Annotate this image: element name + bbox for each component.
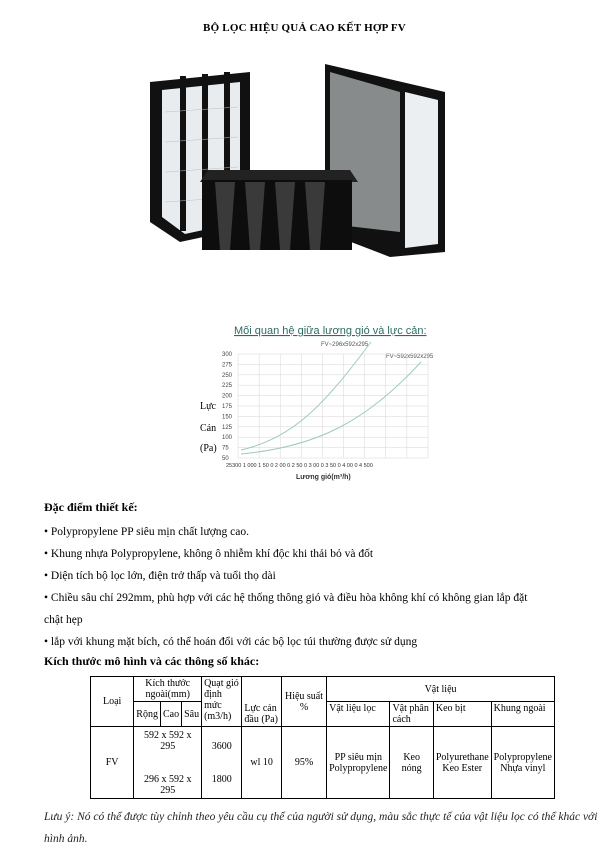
- cell-sizes: [134, 727, 202, 799]
- cell-filter-media: PP siêu mịn Polypropylene: [327, 727, 390, 799]
- col-separator: Vật phân cách: [390, 702, 433, 727]
- col-height: Cao: [160, 702, 181, 727]
- col-width: Rộng: [134, 702, 161, 727]
- y-axis-label-3: (Pa): [200, 443, 217, 454]
- feature-item: • Khung nhựa Polypropylene, không ô nhiễm khí độc khi thải bỏ và đốt: [44, 548, 374, 560]
- y-tick-label: 300: [222, 352, 233, 358]
- x-axis-label: Lương gió(m³/h): [296, 474, 351, 481]
- col-resistance: Lực cản đầu (Pa): [242, 677, 281, 727]
- row-type: FV: [91, 727, 134, 799]
- spec-table: [90, 676, 555, 799]
- col-material: Vật liệu: [327, 677, 555, 702]
- col-airflow: Quạt gió định mức (m3/h): [202, 677, 242, 727]
- feature-item: • Chiều sâu chỉ 292mm, phù hợp với các hệ thống thông gió và điều hòa không khí có không gian lắp đặt: [44, 592, 528, 604]
- note-text: Lưu ý: Nó có thể được tùy chỉnh theo yêu cầu cụ thể của người sử dụng, màu sắc thực tế của vật liệu lọc có thể khác với hình ảnh.: [44, 811, 598, 845]
- cell-sealant: Polyurethane Keo Ester: [433, 727, 491, 799]
- page-title: BỘ LỌC HIỆU QUẢ CAO KẾT HỢP FV: [203, 22, 406, 34]
- y-tick-label: 275: [222, 362, 233, 369]
- spec-heading: Kích thước mô hình và các thông số khác:: [44, 654, 260, 668]
- cell-efficiency: 95%: [281, 727, 326, 799]
- y-tick-label: 75: [222, 445, 229, 452]
- series-label-2: FV~592x592x295: [386, 354, 434, 360]
- col-efficiency: Hiệu suất %: [281, 677, 326, 727]
- col-type: Loại: [91, 677, 134, 727]
- airflow-2: 1800: [211, 773, 232, 785]
- feature-item: • Polypropylene PP siêu mịn chất lượng cao.: [44, 526, 250, 538]
- size-1: 592 x 592 x 295: [143, 729, 192, 752]
- y-tick-label: 100: [222, 435, 233, 442]
- y-tick-label: 125: [222, 424, 233, 431]
- y-tick-label: 50: [222, 456, 229, 462]
- col-filter-media: Vật liệu lọc: [327, 702, 390, 727]
- features-heading: Đặc điểm thiết kế:: [44, 500, 138, 514]
- cell-frame: Polypropylene Nhựa vinyl: [491, 727, 554, 799]
- y-tick-label: 200: [222, 393, 233, 400]
- features-list: [44, 521, 604, 653]
- filter-product-image: [140, 52, 460, 262]
- y-tick-label: 150: [222, 414, 233, 421]
- airflow-1: 3600: [211, 740, 232, 752]
- series-label-1: FV~296x592x295: [321, 342, 369, 348]
- col-depth: Sâu: [182, 702, 202, 727]
- col-frame: Khung ngoài: [491, 702, 554, 727]
- col-sealant: Keo bịt: [433, 702, 491, 727]
- feature-item: • Diện tích bộ lọc lớn, điện trở thấp và tuổi thọ dài: [44, 570, 276, 582]
- feature-item: chật hẹp: [44, 614, 83, 626]
- y-tick-label: 250: [222, 372, 233, 379]
- y-axis-label-1: Lực: [200, 401, 216, 412]
- col-dims: Kích thước ngoài(mm): [134, 677, 202, 702]
- y-tick-label: 175: [222, 404, 233, 410]
- size-2: 296 x 592 x 295: [143, 773, 192, 796]
- cell-airflow: [202, 727, 242, 799]
- cell-resistance: wl 10: [242, 727, 281, 799]
- series-curve-2: [241, 362, 421, 454]
- cell-separator: Keo nóng: [390, 727, 433, 799]
- y-axis-label-2: Cản: [200, 423, 217, 434]
- resistance-chart: [196, 322, 466, 487]
- series-curve-1: [241, 342, 371, 450]
- chart-title: Mối quan hệ giữa lương gió và lực cản:: [234, 325, 427, 337]
- x-tick-labels: 25300 1 000 1 50 0 2 00 0 2 50 0 3 00 0 3 50 0 4 00 0 4 500: [226, 463, 373, 469]
- y-tick-label: 225: [222, 383, 233, 390]
- feature-item: • lắp với khung mặt bích, có thể hoán đổi với các bộ lọc túi thường được sử dụng: [44, 636, 418, 648]
